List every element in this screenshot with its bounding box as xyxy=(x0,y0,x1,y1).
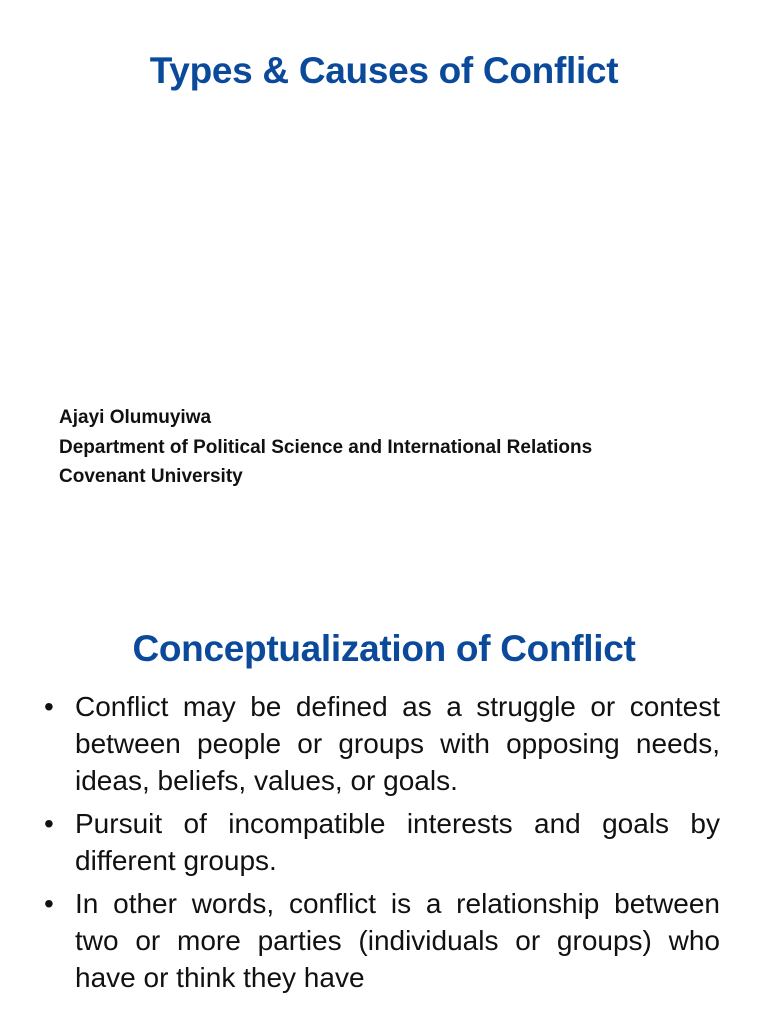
bullet-text: Conflict may be defined as a struggle or contest between people or groups with opposing needs, ideas, beliefs, values, or goals. xyxy=(75,691,720,796)
bullet-icon: • xyxy=(44,888,54,919)
bullet-list xyxy=(44,688,720,1002)
bullet-item xyxy=(44,688,720,799)
slide-title: Types & Causes of Conflict xyxy=(149,50,619,91)
author-name: Ajayi Olumuyiwa xyxy=(59,407,212,428)
content-slide xyxy=(0,576,768,1024)
bullet-text: In other words, conflict is a relationship between two or more parties (individuals or groups) who have or think they have xyxy=(75,888,720,993)
author-block xyxy=(59,403,592,492)
slide-title: Conceptualization of Conflict xyxy=(132,628,636,669)
bullet-item xyxy=(44,805,720,879)
bullet-text: Pursuit of incompatible interests and goals by different groups. xyxy=(75,808,720,876)
bullet-icon: • xyxy=(44,691,54,722)
bullet-icon: • xyxy=(44,808,54,839)
author-department: Department of Political Science and International Relations xyxy=(59,436,593,458)
author-institution: Covenant University xyxy=(59,466,243,487)
bullet-item xyxy=(44,885,720,996)
